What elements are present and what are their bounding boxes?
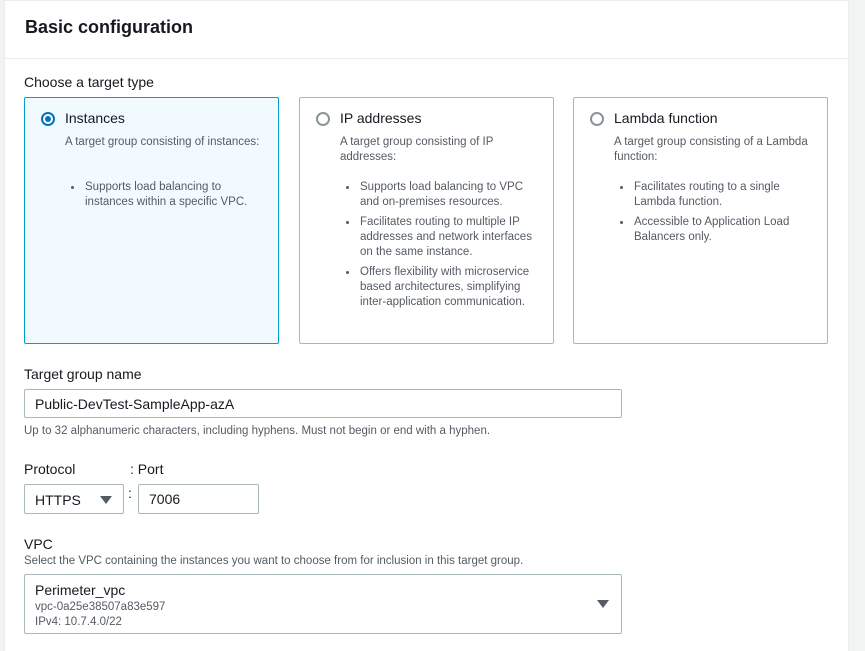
vpc-cidr: IPv4: 10.7.4.0/22 [35,616,122,628]
protocol-select[interactable] [24,484,124,514]
vpc-id: vpc-0a25e38507a83e597 [35,601,166,613]
tile-title: Lambda function [614,110,718,126]
tile-bullet: Facilitates routing to multiple IP addresses and network interfaces on the same instance. [340,215,545,260]
target-type-lambda-function-tile[interactable] [573,97,828,344]
radio-button-icon[interactable] [316,112,330,126]
tile-description: A target group consisting of instances: [65,136,260,148]
vpc-label: VPC [24,536,53,552]
target-type-ip-addresses-tile[interactable] [299,97,554,344]
panel-title: Basic configuration [25,17,194,37]
port-separator: : [128,485,132,501]
tile-description: A target group consisting of a Lambda function: [614,136,808,163]
target-type-label: Choose a target type [24,74,154,90]
tile-title: IP addresses [340,110,422,126]
protocol-value: HTTPS [35,492,81,508]
caret-down-icon [100,496,112,504]
tile-bullet: Supports load balancing to instances within a specific VPC. [65,180,270,210]
radio-button-icon[interactable] [590,112,604,126]
tile-bullet-list [65,180,270,215]
port-label: : Port [130,461,164,477]
caret-down-icon [597,600,609,608]
radio-button-icon[interactable] [41,112,55,126]
tile-bullet-list [614,180,819,250]
target-group-name-hint: Up to 32 alphanumeric characters, including hyphens. Must not begin or end with a hyphen. [24,425,491,437]
port-input[interactable] [138,484,259,514]
tile-bullet-list [340,180,545,315]
target-type-instances-tile[interactable] [24,97,279,344]
protocol-label: Protocol [24,461,76,477]
panel-header [5,1,848,59]
tile-bullet: Accessible to Application Load Balancers only. [614,215,819,245]
tile-bullet: Supports load balancing to VPC and on-premises resources. [340,180,545,210]
vpc-select[interactable] [24,574,622,634]
tile-title: Instances [65,110,125,126]
vpc-name: Perimeter_vpc [35,582,126,598]
tile-bullet: Facilitates routing to a single Lambda function. [614,180,819,210]
tile-bullet: Offers flexibility with microservice based architectures, simplifying inter-application communication. [340,265,545,310]
tile-description: A target group consisting of IP addresses: [340,136,494,163]
target-group-name-input[interactable] [24,389,622,418]
target-group-name-label: Target group name [24,366,142,382]
vpc-hint: Select the VPC containing the instances you want to choose from for inclusion in this target group. [24,555,524,567]
